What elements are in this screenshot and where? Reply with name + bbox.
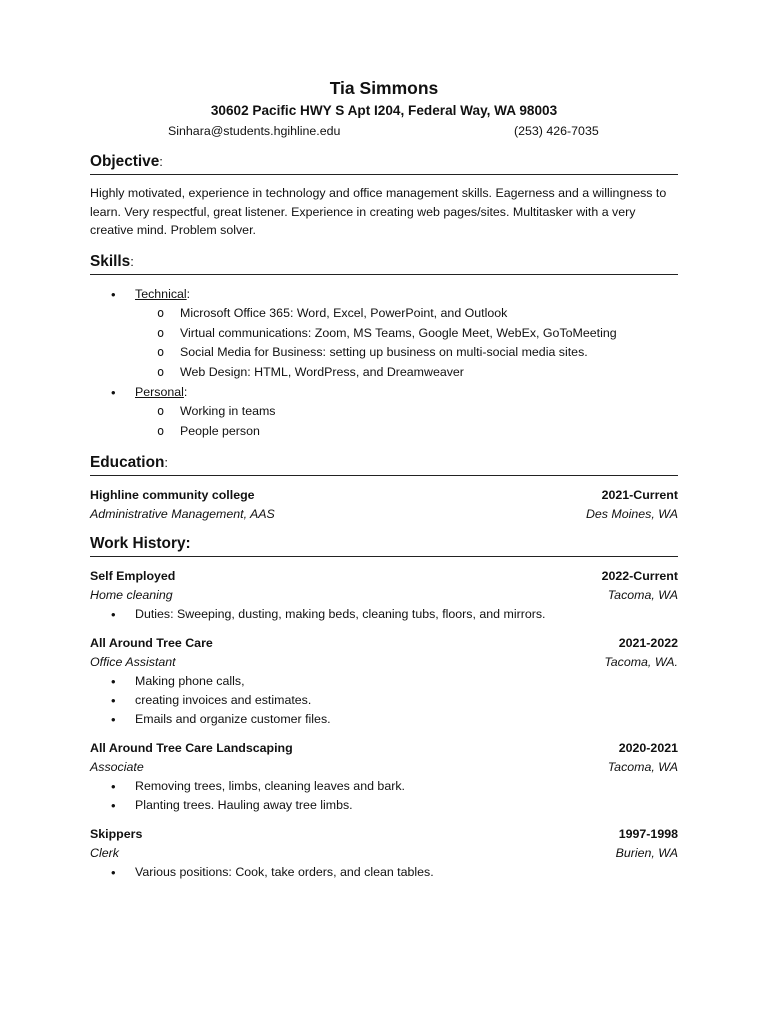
employer-name: All Around Tree Care Landscaping (90, 741, 293, 756)
skill-group-label: Technical (135, 286, 187, 301)
skill-group-personal (90, 383, 678, 442)
education-heading-text: Education (90, 454, 165, 472)
skill-item: o Web Design: HTML, WordPress, and Dreamweaver (135, 363, 678, 383)
circle-bullet-icon: o (157, 345, 165, 360)
job-dates: 2021-2022 (618, 636, 678, 651)
job-location: Tacoma, WA. (604, 655, 678, 670)
education-heading-colon: : (164, 455, 169, 471)
employer-name: Skippers (90, 827, 143, 842)
job-location: Burien, WA (615, 846, 678, 861)
job-dates: 2022-Current (601, 569, 678, 584)
skill-group-label: Personal (135, 384, 184, 399)
job-dates: 1997-1998 (618, 827, 678, 842)
duty-item: • creating invoices and estimates. (111, 693, 312, 709)
bullet-icon: • (111, 286, 116, 302)
employer-name: Self Employed (90, 569, 176, 584)
applicant-address: 30602 Pacific HWY S Apt I204, Federal Way, WA 98003 (210, 103, 558, 118)
skills-list (90, 285, 678, 441)
circle-bullet-icon: o (157, 423, 165, 438)
job-dates: 2020-2021 (618, 741, 678, 756)
bullet-icon: • (111, 798, 116, 814)
skill-item: o Microsoft Office 365: Word, Excel, PowerPoint, and Outlook (135, 304, 678, 324)
circle-bullet-icon: o (157, 325, 165, 340)
skills-heading-colon: : (130, 253, 134, 269)
objective-heading-text: Objective (90, 153, 160, 170)
skill-item: o Working in teams (135, 402, 678, 422)
bullet-icon: • (111, 779, 116, 795)
bullet-icon: • (111, 384, 116, 400)
job-title: Clerk (90, 846, 119, 861)
skill-group-colon: : (186, 286, 191, 301)
duty-item: • Emails and organize customer files. (111, 712, 331, 728)
applicant-email: Sinhara@students.hgihline.edu (168, 124, 341, 138)
resume-page (90, 76, 678, 882)
education-dates: 2021-Current (601, 488, 678, 503)
job-title: Home cleaning (90, 588, 173, 603)
education-heading (90, 452, 678, 476)
objective-heading (90, 151, 678, 175)
job-title: Associate (90, 760, 144, 775)
duties-list (90, 672, 678, 729)
degree-name: Administrative Management, AAS (90, 507, 275, 522)
circle-bullet-icon: o (157, 403, 165, 418)
duties-list (90, 863, 678, 882)
education-entry (90, 486, 678, 524)
bullet-icon: • (111, 712, 116, 728)
work-entry (90, 825, 678, 882)
bullet-icon: • (111, 865, 116, 881)
duties-list (90, 777, 678, 815)
skill-item: o Virtual communications: Zoom, MS Teams, Google Meet, WebEx, GoToMeeting (135, 324, 678, 344)
applicant-name: Tia Simmons (329, 78, 439, 98)
duty-item: • Making phone calls, (111, 674, 245, 690)
skill-group-colon: : (183, 384, 188, 399)
work-entry (90, 634, 678, 729)
skill-sublist (135, 304, 678, 382)
school-name: Highline community college (90, 488, 255, 503)
duty-item: • Removing trees, limbs, cleaning leaves and bark. (111, 779, 405, 795)
skill-sublist (135, 402, 678, 441)
job-location: Tacoma, WA (607, 588, 678, 603)
duties-list (90, 605, 678, 624)
employer-name: All Around Tree Care (90, 636, 213, 651)
skill-item: o People person (135, 422, 678, 442)
duty-item: • Various positions: Cook, take orders, and clean tables. (111, 865, 434, 881)
bullet-icon: • (111, 674, 116, 690)
work-entry (90, 567, 678, 624)
job-title: Office Assistant (90, 655, 176, 670)
work-entry (90, 739, 678, 815)
job-location: Tacoma, WA (607, 760, 678, 775)
school-location: Des Moines, WA (585, 507, 678, 522)
circle-bullet-icon: o (157, 306, 165, 321)
skill-group-technical (90, 285, 678, 383)
objective-heading-colon: : (159, 154, 163, 169)
work-history-heading: Work History: (90, 533, 678, 557)
skill-item: o Social Media for Business: setting up business on multi-social media sites. (135, 343, 678, 363)
circle-bullet-icon: o (157, 364, 165, 379)
contact-line (90, 121, 678, 141)
bullet-icon: • (111, 693, 116, 709)
duty-item: • Planting trees. Hauling away tree limbs. (111, 798, 353, 814)
duty-item: • Duties: Sweeping, dusting, making beds, cleaning tubs, floors, and mirrors. (111, 607, 546, 623)
bullet-icon: • (111, 607, 116, 623)
applicant-phone: (253) 426-7035 (514, 124, 599, 138)
skills-heading (90, 251, 678, 275)
skills-heading-text: Skills (90, 252, 131, 270)
objective-text: Highly motivated, experience in technology and office management skills. Eagerness and a willingness to learn. Very respectful, great listener. Experience in creating web pages/sites. Multitasker with a very creative mind. Problem solver. (90, 186, 667, 238)
